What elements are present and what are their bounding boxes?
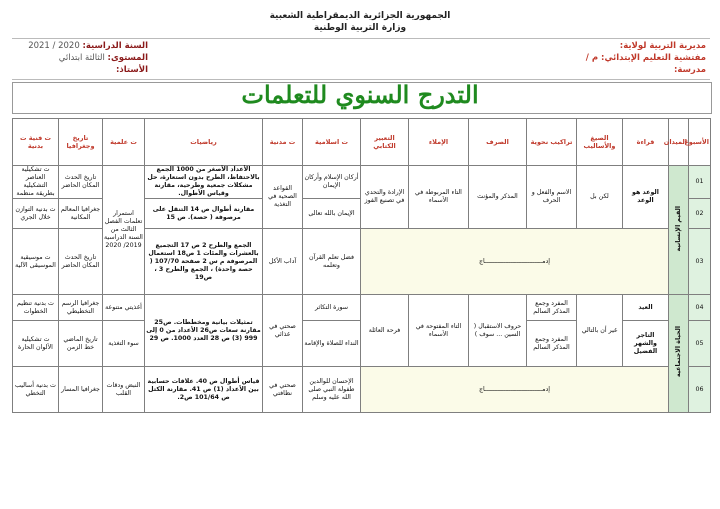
grammar-cell: الاسم والفعل و الحرف: [527, 166, 577, 229]
year-value: 2020 / 2021: [28, 41, 80, 51]
level-value: الثالثة ابتدائي: [58, 53, 105, 63]
reading-cell: الوعد هو الوعد: [623, 166, 669, 229]
forms-cell: لكن بل: [577, 166, 623, 229]
col-reading: قراءة: [623, 119, 669, 166]
histgeo-cell: جغرافيا المسار: [59, 367, 103, 413]
math-cell: تمثيلات بيانية ومخططات. ص25 مقارنة سعات ص26 الأعداد من 0 إلى 999 (3) ص 28 العدد 1000. ص 29: [145, 295, 263, 367]
col-histgeo: تاريخ وجغرافيا: [59, 119, 103, 166]
math-cell: الأعداد الأصغر من 1000 الجمع بالاحتفاظ، الطرح بدون استعارة، حل مشكلات جمعية وطرحية، مقارنة وقياس الأطوال.: [145, 166, 263, 199]
col-field: الميدان: [669, 119, 689, 166]
civic-cell: القواعد الصحية في التغذية: [263, 166, 303, 229]
progression-table: [12, 118, 711, 413]
teacher-label: الأستاذ:: [115, 65, 148, 75]
integration-cell: إدمـــــــــــــــــــــــــــــــاج: [361, 367, 669, 413]
col-week: الأسبوع: [689, 119, 711, 166]
science-cell: النبض ودقات القلب: [103, 367, 145, 413]
col-morph: الصرف: [469, 119, 527, 166]
reading-cell: العيد: [623, 295, 669, 321]
school-label: مدرسة:: [674, 65, 706, 75]
page-title: التدرج السنوي للتعلمات: [241, 80, 479, 109]
col-grammar: تراكيب نحوية: [527, 119, 577, 166]
arts-cell: ت بدنية تنظيم الخطوات: [13, 295, 59, 321]
forms-cell: غير أن بالتالي: [577, 295, 623, 367]
field-label: القيم الإنسانية: [674, 205, 682, 252]
week-number: 02: [689, 199, 711, 229]
arts-cell: ت بدنية التوازن خلال الجري: [13, 199, 59, 229]
reading-cell: التاجر والشهر الفضيل: [623, 321, 669, 367]
header-left: [18, 40, 148, 76]
field-cell: [669, 295, 689, 413]
col-science: ت علمية: [103, 119, 145, 166]
science-cell: استمرار تعلمات الفصل الثالث من السنة الدراسية 2019/ 2020: [103, 166, 145, 295]
histgeo-cell: تاريخ الحدث المكان الحاضر: [59, 166, 103, 199]
islamic-cell: سورة التكاثر: [303, 295, 361, 321]
col-math: رياضيات: [145, 119, 263, 166]
col-writing: التعبير الكتابي: [361, 119, 409, 166]
directorate-label: مديرية التربية لولاية:: [619, 41, 706, 51]
table-row: [13, 295, 711, 321]
histgeo-cell: تاريخ الماضي خط الزمن: [59, 321, 103, 367]
header-right: [586, 40, 706, 76]
civic-cell: آداب الأكل: [263, 229, 303, 295]
table-row: [13, 367, 711, 413]
arts-cell: ت بدنية أساليب التخطي: [13, 367, 59, 413]
integration-cell: إدمـــــــــــــــــــــــــــــــاج: [361, 229, 669, 295]
field-label: الحياة الاجتماعية: [674, 326, 682, 378]
table-header: [13, 119, 711, 166]
week-number: 03: [689, 229, 711, 295]
histgeo-cell: تاريخ الحدث المكان الحاضر: [59, 229, 103, 295]
math-cell: الجمع والطرح 2 ص 17 التجميع بالعشرات والمئات 1 ص18 استعمال المرصوفة م س 2 صفحة 107/70 ( حصة واحدة) ، الجمع والطرح 3 ، ص19: [145, 229, 263, 295]
islamic-cell: أركان الإسلام وأركان الإيمان: [303, 166, 361, 199]
week-number: 01: [689, 166, 711, 199]
field-cell: [669, 166, 689, 295]
arts-cell: ت موسيقية الموسيقى الآلية: [13, 229, 59, 295]
week-number: 04: [689, 295, 711, 321]
week-number: 05: [689, 321, 711, 367]
civic-cell: صحتي في نظافتي: [263, 367, 303, 413]
writing-cell: فرحة العائلة: [361, 295, 409, 367]
arts-cell: ت تشكيلية الألوان الحارة: [13, 321, 59, 367]
inspectorate-label: مفتشية التعليم الإبتدائي: م /: [585, 53, 706, 63]
dictation-cell: التاء المربوطة في الأسماء: [409, 166, 469, 229]
header-ministry: [0, 10, 720, 34]
col-arts: ت فنية ت بدنية: [13, 119, 59, 166]
math-cell: مقارنة أطوال ص 14 التنقل على مرصوفة ( حصة). ص 15: [145, 199, 263, 229]
histgeo-cell: جغرافيا الرسم التخطيطي: [59, 295, 103, 321]
math-cell: قياس أطوال ص 40. علاقات حسابية بين الأعداد (1) ص 41. مقارنة الكتل ص 101/64 ص2.: [145, 367, 263, 413]
week-number: 06: [689, 367, 711, 413]
col-civic: ت مدنية: [263, 119, 303, 166]
level-label: المستوى:: [107, 53, 148, 63]
grammar-cell: المفرد وجمع المذكر السالم: [527, 321, 577, 367]
civic-cell: صحتي في غذائي: [263, 295, 303, 367]
morph-cell: حروف الاستقبال ( السين ... سوف ): [469, 295, 527, 367]
histgeo-cell: جغرافيا المعالم المكانية: [59, 199, 103, 229]
morph-cell: المذكر والمؤنث: [469, 166, 527, 229]
year-label: السنة الدراسية:: [82, 41, 148, 51]
table-row: [13, 166, 711, 199]
col-islamic: ت اسلامية: [303, 119, 361, 166]
grammar-cell: المفرد وجمع المذكر السالم: [527, 295, 577, 321]
science-cell: سوء التغذية: [103, 321, 145, 367]
col-dictation: الإملاء: [409, 119, 469, 166]
col-forms: الصيغ والأساليب: [577, 119, 623, 166]
ministry-name: وزارة التربية الوطنية: [313, 23, 407, 33]
arts-cell: ت تشكيلية العناصر التشكيلية بطريقة منظمة: [13, 166, 59, 199]
dictation-cell: التاء المفتوحة في الأسماء: [409, 295, 469, 367]
islamic-cell: الإيمان بالله تعالى: [303, 199, 361, 229]
science-cell: أغذيتي متنوعة: [103, 295, 145, 321]
islamic-cell: النداء للصلاة والإقامة: [303, 321, 361, 367]
republic-name: الجمهورية الجزائرية الديمقراطية الشعبية: [269, 11, 451, 21]
writing-cell: الإرادة والتحدي في تصنيع الفوز: [361, 166, 409, 229]
islamic-cell: فضل تعلم القرآن وتعلمه: [303, 229, 361, 295]
islamic-cell: الإحسان للوالدين طفولة النبي صلى الله عليه وسلم: [303, 367, 361, 413]
